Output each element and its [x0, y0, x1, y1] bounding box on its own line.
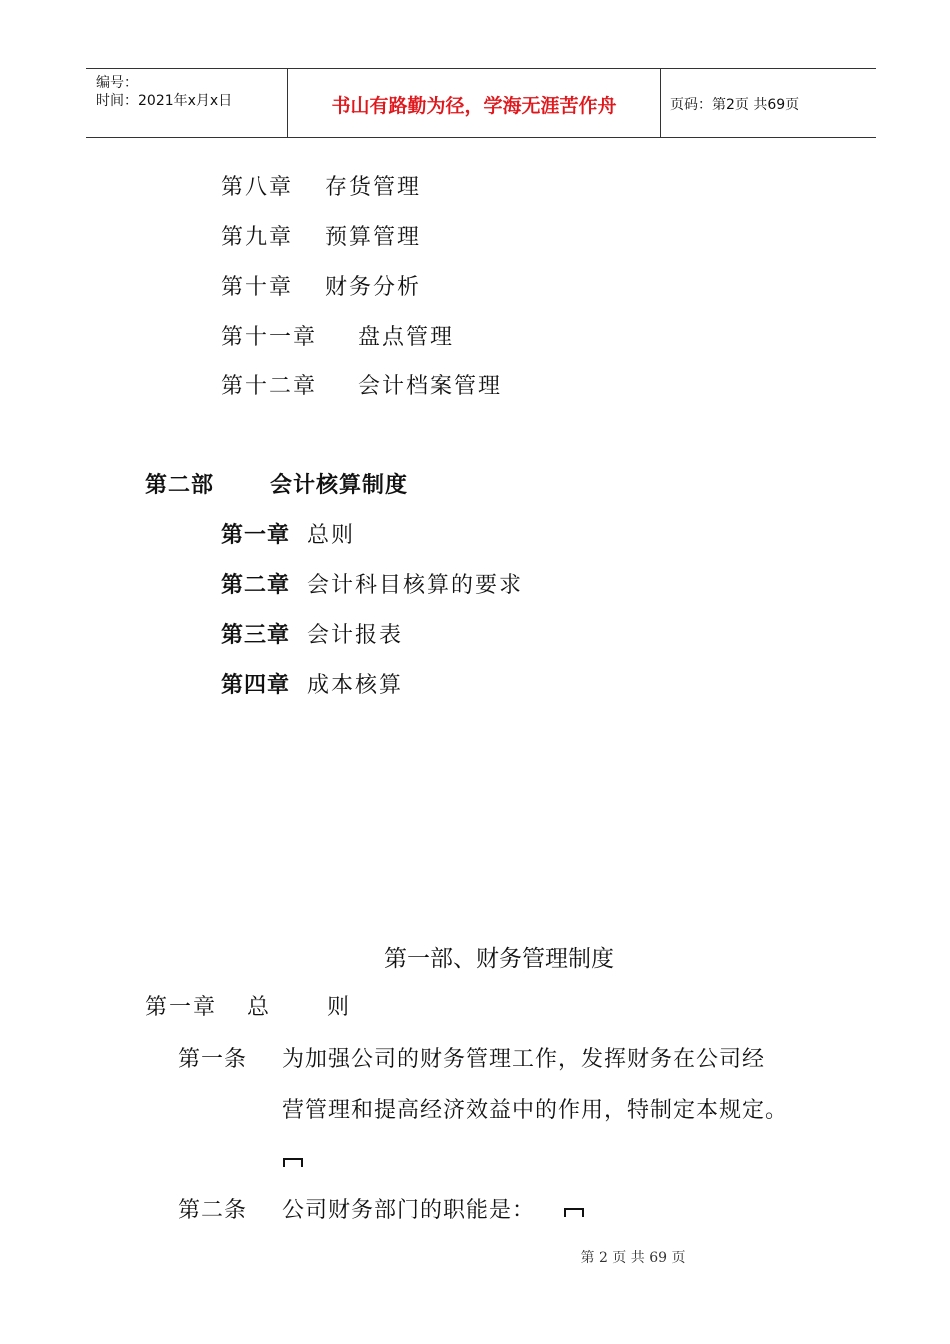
part-label: 第二部 — [145, 473, 215, 498]
article-text-line: 营管理和提高经济效益中的作用，特制定本规定。 — [282, 1098, 789, 1123]
toc-item — [221, 320, 454, 351]
part-title: 会计核算制度 — [270, 473, 409, 498]
toc-chapter-title: 会计档案管理 — [358, 374, 503, 399]
paragraph-mark-icon — [564, 1208, 584, 1217]
paragraph-mark-icon — [283, 1158, 303, 1167]
toc-chapter-label: 第八章 — [221, 175, 294, 200]
toc-item — [221, 518, 355, 549]
section-title: 第一部、财务管理制度 — [384, 946, 614, 972]
toc-item — [221, 170, 421, 201]
toc-item — [221, 668, 403, 699]
header-motto: 书山有路勤为径，学海无涯苦作舟 — [331, 95, 617, 117]
toc-chapter-title: 预算管理 — [325, 225, 422, 250]
toc-chapter-title: 会计报表 — [307, 623, 404, 648]
chapter-heading — [145, 990, 351, 1021]
toc-chapter-label: 第十二章 — [221, 374, 318, 399]
toc-item — [221, 270, 421, 301]
toc-chapter-label: 第十章 — [221, 275, 294, 300]
article-label: 第二条 — [178, 1198, 248, 1223]
toc-chapter-label: 第一章 — [221, 523, 291, 548]
toc-item — [221, 220, 421, 251]
article-text-line: 公司财务部门的职能是： — [282, 1198, 536, 1223]
toc-item — [221, 369, 502, 400]
toc-chapter-label: 第九章 — [221, 225, 294, 250]
chapter-title-part: 总 — [247, 995, 272, 1020]
toc-chapter-label: 第十一章 — [221, 325, 318, 350]
header-meta — [86, 69, 286, 137]
article-text-line: 为加强公司的财务管理工作，发挥财务在公司经 — [282, 1047, 766, 1072]
chapter-label: 第一章 — [145, 995, 218, 1020]
header-motto-cell — [287, 69, 661, 137]
toc-chapter-title: 财务分析 — [325, 275, 422, 300]
toc-chapter-label: 第二章 — [221, 573, 291, 598]
header-page-info: 页码：第2页 共69页 — [670, 97, 800, 113]
page-header — [86, 68, 876, 138]
article-label: 第一条 — [178, 1047, 248, 1072]
toc-chapter-label: 第三章 — [221, 623, 291, 648]
toc-chapter-title: 存货管理 — [325, 175, 422, 200]
part-heading — [145, 468, 408, 499]
toc-chapter-title: 盘点管理 — [358, 325, 455, 350]
toc-chapter-label: 第四章 — [221, 673, 291, 698]
document-date: 时间：2021年x月x日 — [96, 93, 233, 109]
header-page-cell — [660, 69, 876, 137]
chapter-title-part: 则 — [327, 995, 352, 1020]
toc-chapter-title: 成本核算 — [307, 673, 404, 698]
page-footer: 第 2 页 共 69 页 — [580, 1250, 686, 1266]
toc-item — [221, 568, 523, 599]
toc-chapter-title: 总则 — [307, 523, 356, 548]
document-number-label: 编号： — [96, 75, 138, 91]
toc-chapter-title: 会计科目核算的要求 — [307, 573, 524, 598]
toc-item — [221, 618, 403, 649]
